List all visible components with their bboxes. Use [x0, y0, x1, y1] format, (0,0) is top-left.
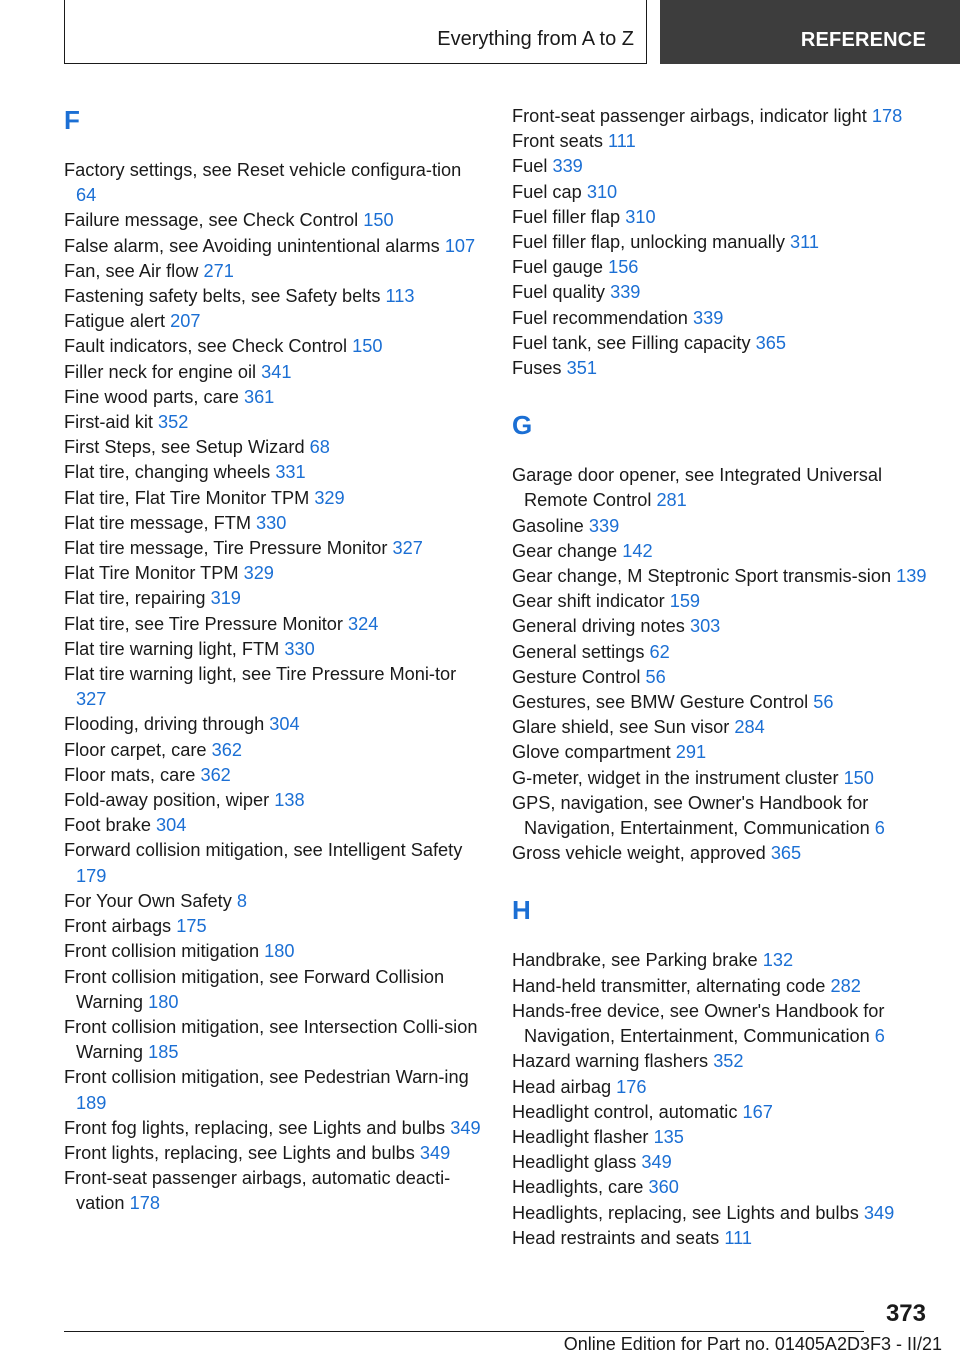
index-entry-text: Gear change, M Steptronic Sport transmis-sion [512, 566, 892, 587]
index-entry [64, 662, 484, 712]
index-entry-text: Fuel filler flap [512, 206, 621, 227]
index-entry-text: G-meter, widget in the instrument cluster [512, 767, 839, 788]
page-link[interactable]: 8 [236, 890, 248, 911]
index-entry [512, 1125, 942, 1150]
index-entry-text: Front fog lights, replacing, see Lights and bulbs [64, 1117, 446, 1138]
index-entry [64, 788, 484, 813]
section-gap [512, 381, 942, 405]
index-entry [512, 948, 942, 973]
index-entry-text: Fault indicators, see Check Control [64, 336, 348, 357]
chapter-tab [660, 0, 960, 64]
index-entry [512, 280, 942, 305]
index-entry-text: Front-seat passenger airbags, automatic deacti-vation [64, 1168, 451, 1214]
index-entry [64, 561, 484, 586]
index-entry-text: Fuel gauge [512, 257, 604, 278]
page-link[interactable]: 6 [874, 818, 885, 839]
index-entry [64, 712, 484, 737]
index-entry-text: Flat tire message, FTM [64, 512, 251, 533]
index-entry-text: Fastening safety belts, see Safety belts [64, 286, 381, 307]
index-entry [512, 715, 942, 740]
index-entry [512, 154, 942, 179]
page-link[interactable]: 324 [348, 613, 379, 634]
index-entry-text: Gestures, see BMW Gesture Control [512, 692, 809, 713]
page-link[interactable]: 291 [675, 742, 707, 763]
index-entry [64, 309, 484, 334]
page-link[interactable]: 349 [641, 1152, 672, 1173]
page-link[interactable]: 330 [284, 638, 315, 659]
index-entry-text: First-aid kit [64, 412, 153, 433]
page-link[interactable]: 178 [129, 1193, 160, 1214]
index-entry [512, 1226, 942, 1251]
page-link[interactable]: 330 [256, 512, 287, 533]
index-entry-text: GPS, navigation, see Owner's Handbook for Navigation, Entertainment, Communication [512, 792, 870, 839]
index-entry-text: Flat tire, changing wheels [64, 462, 271, 483]
index-entry [512, 180, 942, 205]
index-entry-text: Front lights, replacing, see Lights and bulbs [64, 1142, 415, 1163]
page-link[interactable]: 310 [586, 181, 618, 202]
index-entry [512, 1049, 942, 1074]
page-link[interactable]: 176 [616, 1076, 647, 1097]
index-entry-text: Front collision mitigation, see Forward Collision Warning [64, 966, 445, 1012]
page-link[interactable]: 68 [309, 437, 330, 458]
index-entry [512, 1075, 942, 1100]
page-link[interactable]: 362 [200, 764, 231, 785]
edition-note: Online Edition for Part no. 01405A2D3F3 - II/21 [563, 1334, 942, 1354]
index-entry-text: Front collision mitigation, see Pedestrian Warn-ing [64, 1067, 469, 1088]
index-entry [512, 356, 942, 381]
index-entry [64, 738, 484, 763]
page-link[interactable]: 111 [608, 131, 636, 152]
index-column-right [512, 104, 942, 1251]
index-entry-text: Fan, see Air flow [64, 260, 199, 281]
index-entry-text: Flat tire, Flat Tire Monitor TPM [64, 487, 310, 508]
index-entry [64, 259, 484, 284]
page-link[interactable]: 360 [648, 1177, 679, 1198]
page-link[interactable]: 139 [896, 566, 927, 587]
page-link[interactable]: 135 [653, 1126, 684, 1147]
index-entry [512, 841, 942, 866]
page-link[interactable]: 132 [762, 950, 794, 971]
index-entry [64, 1015, 484, 1065]
index-entry-text: Glare shield, see Sun visor [512, 717, 730, 738]
index-entry-text: Head airbag [512, 1076, 612, 1097]
section-title: Everything from A to Z [437, 28, 634, 50]
page-link[interactable]: 339 [610, 282, 641, 303]
index-entry-text: Flat tire message, Tire Pressure Monitor [64, 538, 388, 559]
page-link[interactable]: 180 [148, 991, 179, 1012]
page-link[interactable]: 303 [689, 616, 721, 637]
index-entry-text: Front-seat passenger airbags, indicator light [512, 106, 867, 126]
page-link[interactable]: 189 [76, 1092, 107, 1113]
index-entry [64, 1166, 484, 1216]
index-entry [512, 1175, 942, 1200]
index-entry [512, 463, 942, 513]
index-entry-text: Fatigue alert [64, 311, 166, 332]
index-entry [512, 665, 942, 690]
index-entry-text: Failure message, see Check Control [64, 210, 359, 231]
index-entry [512, 1150, 942, 1175]
index-entry [64, 158, 484, 208]
index-entry [512, 129, 942, 154]
index-entry [64, 208, 484, 233]
index-entry [64, 410, 484, 435]
index-entry-text: Hazard warning flashers [512, 1051, 709, 1072]
index-entry [512, 205, 942, 230]
index-entry-text: Forward collision mitigation, see Intelligent Safety [64, 840, 463, 861]
index-letter-heading: G [512, 410, 533, 441]
page-link[interactable]: 339 [692, 307, 724, 328]
index-entry-text: Headlight glass [512, 1152, 637, 1173]
index-entry-text: Front seats [512, 131, 603, 152]
index-entry [64, 813, 484, 838]
index-entry-text: Gear change [512, 540, 618, 561]
index-entry [512, 740, 942, 765]
page-link[interactable]: 156 [608, 257, 639, 278]
page-link[interactable]: 331 [275, 462, 306, 483]
index-entry-text: Front airbags [64, 916, 172, 937]
index-entry [512, 539, 942, 564]
page-link[interactable]: 339 [588, 515, 620, 536]
page-link[interactable]: 365 [755, 332, 786, 353]
index-entry-text: False alarm, see Avoiding unintentional alarms [64, 235, 440, 256]
index-entry [512, 104, 942, 129]
page-number: 373 [885, 1300, 926, 1327]
index-entry-text: Fine wood parts, care [64, 386, 239, 407]
index-entry [512, 791, 942, 841]
page-link[interactable]: 327 [392, 538, 423, 559]
page-link[interactable]: 362 [211, 739, 242, 760]
page-link[interactable]: 284 [734, 717, 765, 738]
index-entry [64, 965, 484, 1015]
page-link[interactable]: 175 [176, 916, 207, 937]
page-link[interactable]: 310 [625, 206, 656, 227]
page-link[interactable]: 150 [843, 767, 874, 788]
index-entry [512, 1100, 942, 1125]
index-entry-text: Fuel cap [512, 181, 582, 202]
page-link[interactable]: 142 [622, 540, 653, 561]
section-gap [512, 866, 942, 890]
index-entry [64, 914, 484, 939]
index-entry [64, 1141, 484, 1166]
page-link[interactable]: 349 [419, 1142, 451, 1163]
index-entry-text: Headlight control, automatic [512, 1101, 738, 1122]
index-entry-text: First Steps, see Setup Wizard [64, 437, 305, 458]
section-tab [64, 0, 647, 64]
index-entry [64, 385, 484, 410]
index-entry [64, 637, 484, 662]
index-entry [512, 230, 942, 255]
footer-divider [64, 1331, 864, 1332]
page-link[interactable]: 56 [813, 692, 834, 713]
page-link[interactable]: 311 [790, 232, 820, 253]
page-link[interactable]: 111 [724, 1227, 752, 1248]
index-entry [512, 974, 942, 999]
index-entry [64, 939, 484, 964]
index-entry-text: Hands-free device, see Owner's Handbook for Navigation, Entertainment, Communication [512, 1000, 885, 1047]
index-entry [512, 1201, 942, 1226]
chapter-title: REFERENCE [800, 29, 926, 51]
index-entry-text: Gasoline [512, 515, 584, 536]
index-entry-text: Flat tire warning light, see Tire Pressure Moni-tor [64, 664, 457, 685]
index-entry-text: Filler neck for engine oil [64, 361, 257, 382]
index-entry-text: Hand-held transmitter, alternating code [512, 975, 826, 996]
index-entry [64, 763, 484, 788]
index-entry-text: Gesture Control [512, 666, 641, 687]
page-link[interactable]: 339 [552, 156, 583, 177]
index-column-left [64, 100, 484, 1217]
index-entry [64, 234, 484, 259]
index-entry-text: Front collision mitigation [64, 941, 260, 962]
index-entry-text: Fuel quality [512, 282, 606, 303]
index-entry [64, 586, 484, 611]
index-entry-text: For Your Own Safety [64, 890, 232, 911]
index-entry-text: Front collision mitigation, see Intersection Colli-sion Warning [64, 1016, 478, 1063]
page-link[interactable]: 271 [203, 260, 234, 281]
page-link[interactable]: 185 [148, 1042, 179, 1063]
index-entry-text: Flooding, driving through [64, 714, 265, 735]
index-entry [64, 838, 484, 888]
index-entry [64, 536, 484, 561]
index-entry-text: Fuel recommendation [512, 307, 688, 328]
page-link[interactable]: 282 [830, 975, 861, 996]
index-entry-text: Flat Tire Monitor TPM [64, 563, 239, 584]
index-entry [64, 511, 484, 536]
page-link[interactable]: 352 [157, 412, 189, 433]
page-link[interactable]: 113 [385, 286, 415, 307]
page-link[interactable]: 361 [243, 386, 275, 407]
index-entry [512, 614, 942, 639]
page-link[interactable]: 138 [274, 790, 305, 811]
page-link[interactable]: 349 [450, 1117, 481, 1138]
page-link[interactable]: 107 [444, 235, 476, 256]
page-link[interactable]: 56 [645, 666, 666, 687]
index-entry [64, 1065, 484, 1115]
page-link[interactable]: 349 [863, 1202, 895, 1223]
page-link[interactable]: 304 [269, 714, 300, 735]
page-link[interactable]: 319 [210, 588, 241, 609]
page-link[interactable]: 150 [352, 336, 383, 357]
index-entry-text: Foot brake [64, 815, 151, 836]
page-link[interactable]: 64 [76, 185, 97, 206]
page-link[interactable]: 180 [264, 941, 295, 962]
index-entry [64, 334, 484, 359]
page-link[interactable]: 179 [76, 865, 107, 886]
index-entry-text: Fold-away position, wiper [64, 790, 270, 811]
index-entry [64, 1116, 484, 1141]
page-link[interactable]: 6 [874, 1026, 885, 1047]
index-entry-text: General settings [512, 641, 645, 662]
page-link[interactable]: 365 [770, 843, 802, 864]
page-link[interactable]: 62 [649, 641, 670, 662]
index-entry [512, 255, 942, 280]
index-entry-text: Gear shift indicator [512, 591, 665, 612]
page-link[interactable]: 167 [742, 1101, 773, 1122]
index-entry-text: General driving notes [512, 616, 685, 637]
index-letter-heading: F [64, 105, 80, 135]
index-entry [64, 284, 484, 309]
index-entry-text: Floor mats, care [64, 764, 196, 785]
index-entry [64, 360, 484, 385]
index-letter-heading: H [512, 895, 531, 926]
page-link[interactable]: 327 [76, 689, 107, 710]
page-link[interactable]: 341 [261, 361, 292, 382]
index-entry [512, 640, 942, 665]
index-entry [64, 460, 484, 485]
page-link[interactable]: 352 [713, 1051, 744, 1072]
index-entry-text: Gross vehicle weight, approved [512, 843, 766, 864]
index-entry [512, 766, 942, 791]
index-entry-text: Floor carpet, care [64, 739, 207, 760]
page-link[interactable]: 281 [656, 490, 687, 511]
index-entry-text: Fuel filler flap, unlocking manually [512, 232, 785, 253]
page-link[interactable]: 159 [669, 591, 701, 612]
page-header [0, 0, 960, 66]
page-link[interactable]: 304 [156, 815, 187, 836]
index-entry-text: Headlights, replacing, see Lights and bulbs [512, 1202, 859, 1223]
index-entry [512, 564, 942, 589]
index-entry [512, 589, 942, 614]
index-entry-text: Fuel tank, see Filling capacity [512, 332, 751, 353]
index-entry-text: Garage door opener, see Integrated Universal Remote Control [512, 465, 883, 511]
index-entry [512, 306, 942, 331]
index-entry-text: Fuel [512, 156, 548, 177]
index-entry-text: Head restraints and seats [512, 1227, 720, 1248]
index-entry-text: Handbrake, see Parking brake [512, 950, 758, 971]
page-link[interactable]: 207 [170, 311, 201, 332]
page-link[interactable]: 351 [566, 358, 597, 379]
index-entry-text: Headlight flasher [512, 1126, 649, 1147]
index-entry [64, 486, 484, 511]
page-link[interactable]: 178 [871, 106, 903, 126]
page-link[interactable]: 329 [314, 487, 345, 508]
index-entry-text: Glove compartment [512, 742, 671, 763]
index-entry-text: Factory settings, see Reset vehicle configura-tion [64, 160, 462, 180]
index-entry [512, 514, 942, 539]
page-link[interactable]: 329 [243, 563, 274, 584]
page-link[interactable]: 150 [363, 210, 394, 231]
index-entry [512, 999, 942, 1049]
index-entry-text: Headlights, care [512, 1177, 644, 1198]
index-entry [64, 612, 484, 637]
index-entry [512, 331, 942, 356]
index-entry [64, 435, 484, 460]
index-entry-text: Flat tire, see Tire Pressure Monitor [64, 613, 343, 634]
index-entry-text: Flat tire warning light, FTM [64, 638, 280, 659]
index-entry [512, 690, 942, 715]
index-entry [64, 889, 484, 914]
index-entry-text: Flat tire, repairing [64, 588, 206, 609]
index-entry-text: Fuses [512, 358, 562, 379]
